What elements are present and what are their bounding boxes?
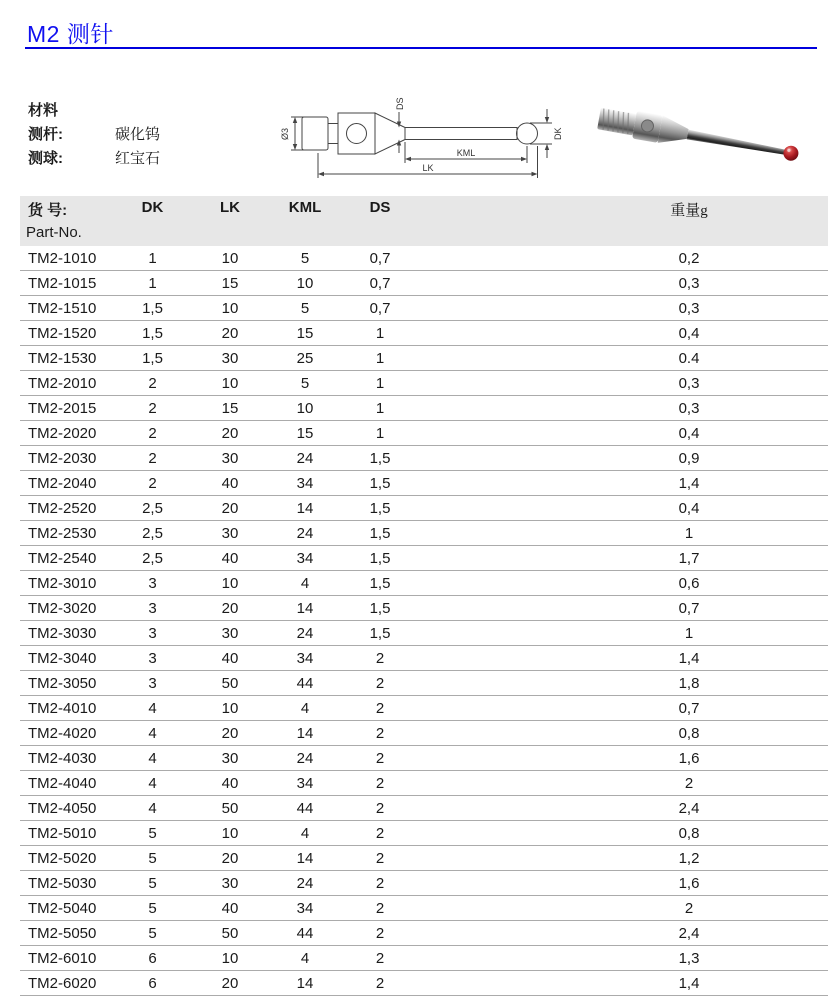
dk-cell: 2,5 xyxy=(110,496,195,521)
weight-cell: 0,9 xyxy=(550,446,828,471)
lk-cell: 10 xyxy=(195,246,265,271)
kml-cell: 34 xyxy=(265,471,345,496)
spacer-cell xyxy=(415,796,550,821)
dk-cell: 1 xyxy=(110,246,195,271)
spec-table xyxy=(20,196,828,996)
spacer-cell xyxy=(415,896,550,921)
dk-cell: 2 xyxy=(110,396,195,421)
dk-cell: 2,5 xyxy=(110,546,195,571)
weight-cell: 0,3 xyxy=(550,396,828,421)
kml-cell: 10 xyxy=(265,271,345,296)
part-no-cell: TM2-3050 xyxy=(20,671,110,696)
page-title: M2 测针 xyxy=(27,21,114,47)
dk-cell: 4 xyxy=(110,746,195,771)
lk-cell: 10 xyxy=(195,946,265,971)
kml-cell: 5 xyxy=(265,371,345,396)
dim-label-kml: KML xyxy=(456,148,476,158)
lk-cell: 30 xyxy=(195,346,265,371)
lk-cell: 30 xyxy=(195,746,265,771)
part-no-cell: TM2-1010 xyxy=(20,246,110,271)
table-row xyxy=(20,496,828,521)
lk-cell: 40 xyxy=(195,771,265,796)
weight-cell: 1 xyxy=(550,521,828,546)
spacer-cell xyxy=(415,471,550,496)
lk-cell: 10 xyxy=(195,571,265,596)
spacer-cell xyxy=(415,246,550,271)
ds-cell: 2 xyxy=(345,696,415,721)
ds-cell: 2 xyxy=(345,921,415,946)
spacer-cell xyxy=(415,771,550,796)
kml-cell: 4 xyxy=(265,571,345,596)
materials-block xyxy=(28,99,160,171)
kml-cell: 10 xyxy=(265,396,345,421)
spacer-cell xyxy=(415,821,550,846)
kml-cell: 4 xyxy=(265,821,345,846)
spacer-cell xyxy=(415,371,550,396)
table-row xyxy=(20,471,828,496)
table-row xyxy=(20,846,828,871)
kml-cell: 24 xyxy=(265,446,345,471)
kml-cell: 14 xyxy=(265,721,345,746)
table-row xyxy=(20,621,828,646)
ds-cell: 1 xyxy=(345,371,415,396)
spacer-cell xyxy=(415,946,550,971)
table-row xyxy=(20,571,828,596)
table-row xyxy=(20,796,828,821)
lk-cell: 20 xyxy=(195,496,265,521)
spacer-cell xyxy=(415,321,550,346)
weight-cell: 1,2 xyxy=(550,846,828,871)
table-row xyxy=(20,596,828,621)
ds-cell: 1 xyxy=(345,321,415,346)
weight-cell: 1,6 xyxy=(550,871,828,896)
material-row-ball xyxy=(28,147,160,171)
part-no-cell: TM2-4030 xyxy=(20,746,110,771)
table-row xyxy=(20,371,828,396)
stylus-product-photo xyxy=(593,90,828,185)
lk-cell: 40 xyxy=(195,471,265,496)
part-no-cell: TM2-2015 xyxy=(20,396,110,421)
dk-cell: 4 xyxy=(110,771,195,796)
spacer-cell xyxy=(415,621,550,646)
table-row xyxy=(20,521,828,546)
part-no-cell: TM2-5050 xyxy=(20,921,110,946)
spacer-cell xyxy=(415,421,550,446)
weight-cell: 1,4 xyxy=(550,971,828,996)
lk-cell: 10 xyxy=(195,696,265,721)
lk-cell: 20 xyxy=(195,421,265,446)
kml-cell: 4 xyxy=(265,946,345,971)
ds-cell: 1,5 xyxy=(345,446,415,471)
col-header-lk: LK xyxy=(195,196,265,246)
spacer-cell xyxy=(415,971,550,996)
dk-cell: 5 xyxy=(110,896,195,921)
table-row xyxy=(20,446,828,471)
weight-cell: 0,4 xyxy=(550,421,828,446)
part-no-cell: TM2-3030 xyxy=(20,621,110,646)
weight-cell: 0.4 xyxy=(550,346,828,371)
dk-cell: 1,5 xyxy=(110,321,195,346)
dim-label-lk: LK xyxy=(422,163,434,173)
part-no-cell: TM2-5040 xyxy=(20,896,110,921)
weight-cell: 1,4 xyxy=(550,646,828,671)
header-row xyxy=(20,196,828,246)
weight-cell: 0,3 xyxy=(550,371,828,396)
lk-cell: 30 xyxy=(195,521,265,546)
part-no-cell: TM2-5030 xyxy=(20,871,110,896)
spacer-cell xyxy=(415,396,550,421)
dk-cell: 4 xyxy=(110,796,195,821)
lk-cell: 20 xyxy=(195,721,265,746)
kml-cell: 14 xyxy=(265,596,345,621)
spacer-cell xyxy=(415,871,550,896)
dk-cell: 5 xyxy=(110,821,195,846)
stem-value: 碳化钨 xyxy=(115,126,161,143)
spacer-cell xyxy=(415,921,550,946)
col-header-dk: DK xyxy=(110,196,195,246)
spacer-cell xyxy=(415,346,550,371)
part-no-cell: TM2-1015 xyxy=(20,271,110,296)
kml-cell: 15 xyxy=(265,321,345,346)
col-header-part-no xyxy=(20,196,110,246)
lk-cell: 20 xyxy=(195,971,265,996)
weight-cell: 1,8 xyxy=(550,671,828,696)
weight-cell: 2,4 xyxy=(550,921,828,946)
part-no-cell: TM2-4050 xyxy=(20,796,110,821)
part-no-cell: TM2-4040 xyxy=(20,771,110,796)
ds-cell: 1,5 xyxy=(345,571,415,596)
dk-cell: 3 xyxy=(110,621,195,646)
weight-cell: 0,4 xyxy=(550,496,828,521)
part-no-cell: TM2-3010 xyxy=(20,571,110,596)
spec-table-body xyxy=(20,246,828,996)
ball-label: 测球: xyxy=(28,150,63,167)
part-no-cell: TM2-4020 xyxy=(20,721,110,746)
dim-label-dk: DK xyxy=(553,127,563,140)
table-row xyxy=(20,921,828,946)
dk-cell: 6 xyxy=(110,971,195,996)
lk-cell: 50 xyxy=(195,921,265,946)
table-row xyxy=(20,871,828,896)
kml-cell: 5 xyxy=(265,296,345,321)
dk-cell: 3 xyxy=(110,571,195,596)
dk-cell: 2,5 xyxy=(110,521,195,546)
part-no-cell: TM2-4010 xyxy=(20,696,110,721)
ds-cell: 2 xyxy=(345,671,415,696)
spacer-cell xyxy=(415,646,550,671)
lk-cell: 15 xyxy=(195,271,265,296)
ds-cell: 2 xyxy=(345,896,415,921)
lk-cell: 40 xyxy=(195,896,265,921)
dk-cell: 2 xyxy=(110,421,195,446)
part-no-cell: TM2-5020 xyxy=(20,846,110,871)
dk-cell: 2 xyxy=(110,446,195,471)
ds-cell: 2 xyxy=(345,946,415,971)
spec-table-header xyxy=(20,196,828,246)
weight-cell: 0,6 xyxy=(550,571,828,596)
part-no-en-label: Part-No. xyxy=(26,224,82,241)
col-header-ds: DS xyxy=(345,196,415,246)
spacer-cell xyxy=(415,721,550,746)
ds-cell: 2 xyxy=(345,746,415,771)
weight-cell: 0,2 xyxy=(550,246,828,271)
stem-label: 测杆: xyxy=(28,126,63,143)
ds-cell: 2 xyxy=(345,846,415,871)
ds-cell: 0,7 xyxy=(345,271,415,296)
kml-cell: 14 xyxy=(265,496,345,521)
weight-cell: 0,7 xyxy=(550,696,828,721)
spacer-cell xyxy=(415,846,550,871)
lk-cell: 50 xyxy=(195,671,265,696)
kml-cell: 34 xyxy=(265,546,345,571)
ds-cell: 2 xyxy=(345,771,415,796)
lk-cell: 30 xyxy=(195,621,265,646)
lk-cell: 30 xyxy=(195,871,265,896)
ds-cell: 1 xyxy=(345,396,415,421)
part-no-cell: TM2-2020 xyxy=(20,421,110,446)
part-no-cell: TM2-2040 xyxy=(20,471,110,496)
weight-cell: 0,7 xyxy=(550,596,828,621)
col-header-kml: KML xyxy=(265,196,345,246)
weight-cell: 0,3 xyxy=(550,271,828,296)
dk-cell: 2 xyxy=(110,371,195,396)
lk-cell: 50 xyxy=(195,796,265,821)
ds-cell: 0,7 xyxy=(345,246,415,271)
kml-cell: 4 xyxy=(265,696,345,721)
kml-cell: 44 xyxy=(265,796,345,821)
weight-cell: 0,4 xyxy=(550,321,828,346)
dk-cell: 6 xyxy=(110,946,195,971)
ball-value: 红宝石 xyxy=(115,150,161,167)
kml-cell: 14 xyxy=(265,971,345,996)
ds-cell: 1,5 xyxy=(345,621,415,646)
title-divider xyxy=(25,47,817,49)
dk-cell: 1 xyxy=(110,271,195,296)
table-row xyxy=(20,246,828,271)
lk-cell: 40 xyxy=(195,546,265,571)
table-row xyxy=(20,696,828,721)
spacer-cell xyxy=(415,696,550,721)
dk-cell: 4 xyxy=(110,696,195,721)
table-row xyxy=(20,296,828,321)
spacer-cell xyxy=(415,671,550,696)
materials-heading: 材料 xyxy=(28,102,59,119)
table-row xyxy=(20,396,828,421)
spacer-cell xyxy=(415,521,550,546)
part-no-cell: TM2-2010 xyxy=(20,371,110,396)
lk-cell: 20 xyxy=(195,321,265,346)
part-no-cell: TM2-6010 xyxy=(20,946,110,971)
kml-cell: 44 xyxy=(265,671,345,696)
dk-cell: 1,5 xyxy=(110,346,195,371)
lk-cell: 15 xyxy=(195,396,265,421)
table-row xyxy=(20,821,828,846)
part-no-cell: TM2-3040 xyxy=(20,646,110,671)
col-header-spacer xyxy=(415,196,550,246)
table-row xyxy=(20,421,828,446)
table-row xyxy=(20,896,828,921)
dk-cell: 5 xyxy=(110,871,195,896)
part-no-cell: TM2-2530 xyxy=(20,521,110,546)
ds-cell: 2 xyxy=(345,821,415,846)
weight-cell: 1,4 xyxy=(550,471,828,496)
spacer-cell xyxy=(415,546,550,571)
weight-cell: 1 xyxy=(550,621,828,646)
kml-cell: 25 xyxy=(265,346,345,371)
lk-cell: 10 xyxy=(195,821,265,846)
table-row xyxy=(20,771,828,796)
ds-cell: 2 xyxy=(345,646,415,671)
ds-cell: 1,5 xyxy=(345,596,415,621)
kml-cell: 34 xyxy=(265,646,345,671)
kml-cell: 34 xyxy=(265,771,345,796)
spacer-cell xyxy=(415,596,550,621)
lk-cell: 10 xyxy=(195,371,265,396)
table-row xyxy=(20,271,828,296)
part-no-cell: TM2-2520 xyxy=(20,496,110,521)
part-no-cell: TM2-1520 xyxy=(20,321,110,346)
weight-cell: 2 xyxy=(550,896,828,921)
part-no-cell: TM2-1510 xyxy=(20,296,110,321)
part-no-cell: TM2-5010 xyxy=(20,821,110,846)
ds-cell: 2 xyxy=(345,796,415,821)
lk-cell: 20 xyxy=(195,846,265,871)
weight-cell: 2,4 xyxy=(550,796,828,821)
ds-cell: 2 xyxy=(345,971,415,996)
weight-cell: 1,6 xyxy=(550,746,828,771)
ds-cell: 2 xyxy=(345,871,415,896)
dk-cell: 2 xyxy=(110,471,195,496)
weight-cell: 1,3 xyxy=(550,946,828,971)
table-row xyxy=(20,321,828,346)
kml-cell: 44 xyxy=(265,921,345,946)
kml-cell: 14 xyxy=(265,846,345,871)
ds-cell: 1 xyxy=(345,346,415,371)
part-no-cn-label: 货 号: xyxy=(28,202,68,219)
dim-label-ds: DS xyxy=(395,97,405,110)
col-header-weight: 重量g xyxy=(550,196,828,246)
part-no-cell: TM2-2030 xyxy=(20,446,110,471)
weight-cell: 1,7 xyxy=(550,546,828,571)
material-row-stem xyxy=(28,123,160,147)
table-row xyxy=(20,671,828,696)
table-row xyxy=(20,721,828,746)
dk-cell: 3 xyxy=(110,671,195,696)
ds-cell: 1,5 xyxy=(345,471,415,496)
weight-cell: 0,8 xyxy=(550,721,828,746)
kml-cell: 24 xyxy=(265,746,345,771)
ds-cell: 1,5 xyxy=(345,496,415,521)
spacer-cell xyxy=(415,271,550,296)
kml-cell: 24 xyxy=(265,871,345,896)
stylus-technical-drawing-icon xyxy=(278,85,563,185)
part-no-cell: TM2-2540 xyxy=(20,546,110,571)
table-row xyxy=(20,971,828,996)
spacer-cell xyxy=(415,446,550,471)
kml-cell: 24 xyxy=(265,621,345,646)
lk-cell: 20 xyxy=(195,596,265,621)
dim-label-shank: Ø3 xyxy=(280,127,290,140)
part-no-cell: TM2-1530 xyxy=(20,346,110,371)
table-row xyxy=(20,646,828,671)
dk-cell: 3 xyxy=(110,596,195,621)
table-row xyxy=(20,346,828,371)
dk-cell: 4 xyxy=(110,721,195,746)
weight-cell: 0,8 xyxy=(550,821,828,846)
part-no-cell: TM2-6020 xyxy=(20,971,110,996)
dk-cell: 5 xyxy=(110,846,195,871)
spacer-cell xyxy=(415,571,550,596)
dk-cell: 5 xyxy=(110,921,195,946)
kml-cell: 5 xyxy=(265,246,345,271)
dk-cell: 3 xyxy=(110,646,195,671)
weight-cell: 2 xyxy=(550,771,828,796)
kml-cell: 15 xyxy=(265,421,345,446)
table-row xyxy=(20,946,828,971)
ds-cell: 1,5 xyxy=(345,521,415,546)
spacer-cell xyxy=(415,746,550,771)
lk-cell: 40 xyxy=(195,646,265,671)
dk-cell: 1,5 xyxy=(110,296,195,321)
kml-cell: 34 xyxy=(265,896,345,921)
weight-cell: 0,3 xyxy=(550,296,828,321)
ds-cell: 2 xyxy=(345,721,415,746)
ds-cell: 0,7 xyxy=(345,296,415,321)
spacer-cell xyxy=(415,296,550,321)
part-no-cell: TM2-3020 xyxy=(20,596,110,621)
kml-cell: 24 xyxy=(265,521,345,546)
table-row xyxy=(20,746,828,771)
table-row xyxy=(20,546,828,571)
spacer-cell xyxy=(415,496,550,521)
ds-cell: 1,5 xyxy=(345,546,415,571)
lk-cell: 10 xyxy=(195,296,265,321)
lk-cell: 30 xyxy=(195,446,265,471)
ds-cell: 1 xyxy=(345,421,415,446)
